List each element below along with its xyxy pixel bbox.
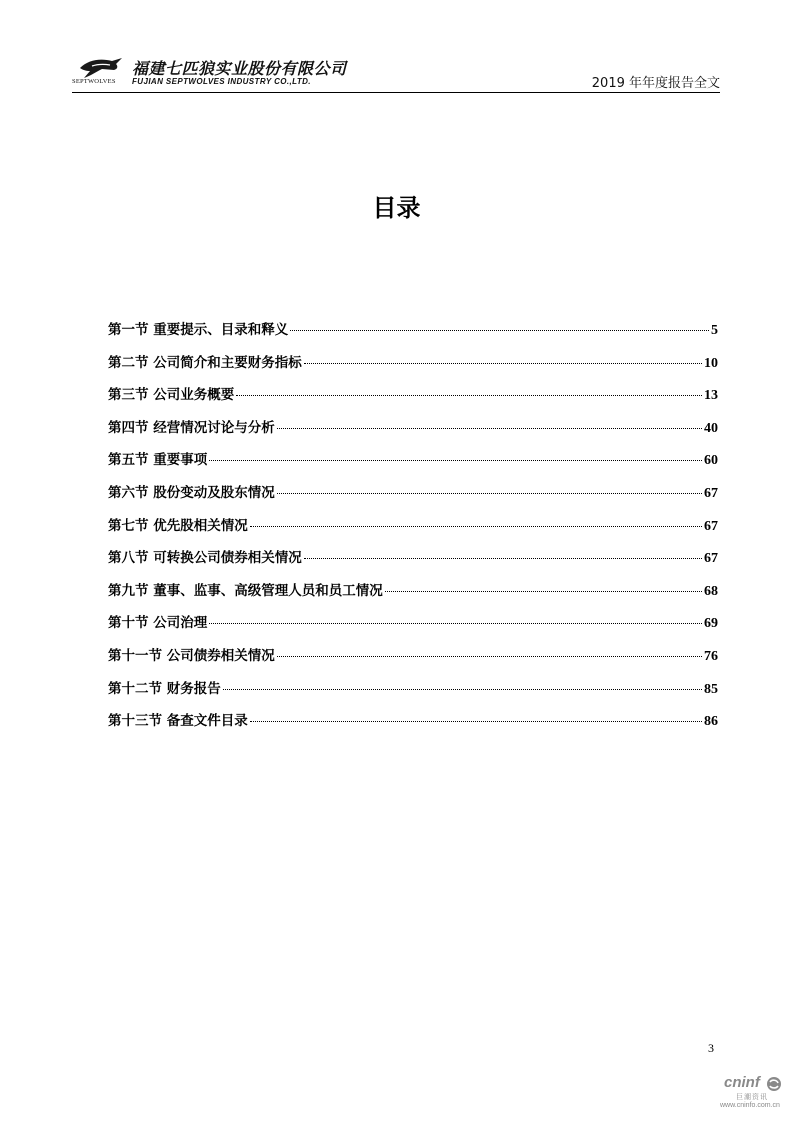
toc-entry[interactable] xyxy=(108,546,718,579)
toc-entry-page: 67 xyxy=(704,551,718,567)
toc-entry[interactable] xyxy=(108,318,718,351)
toc-dot-leader xyxy=(385,591,702,592)
toc-dot-leader xyxy=(277,493,702,494)
toc-entry-page: 5 xyxy=(711,323,718,338)
watermark-cn: 巨潮资讯 xyxy=(736,1093,768,1101)
toc-dot-leader xyxy=(250,526,702,527)
toc-entry[interactable] xyxy=(108,514,718,547)
toc-title: 目录 xyxy=(372,194,421,222)
toc-entry-label: 第一节 重要提示、目录和释义 xyxy=(108,322,289,338)
toc-entry-label: 第三节 公司业务概要 xyxy=(108,387,235,404)
watermark-url: www.cninfo.com.cn xyxy=(720,1102,780,1109)
toc-entry-label: 第八节 可转换公司债券相关情况 xyxy=(108,550,302,567)
toc-entry-label: 第六节 股份变动及股东情况 xyxy=(108,484,275,501)
toc-dot-leader xyxy=(250,721,702,722)
toc-entry-label: 第七节 优先股相关情况 xyxy=(108,517,248,534)
toc-entry-label: 第十三节 备查文件目录 xyxy=(108,713,248,730)
cninfo-watermark xyxy=(718,1074,788,1114)
toc-entry-label: 第四节 经营情况讨论与分析 xyxy=(108,419,275,436)
toc-dot-leader xyxy=(209,460,702,461)
cninfo-logo-icon xyxy=(766,1076,782,1092)
toc-entry-page: 10 xyxy=(704,355,718,371)
toc-entry-page: 40 xyxy=(704,420,718,436)
logo-wordmark: SEPTWOLVES xyxy=(72,78,116,85)
toc-entry[interactable] xyxy=(108,709,718,742)
toc-entry-page: 68 xyxy=(704,583,718,599)
toc-dot-leader xyxy=(277,428,702,429)
toc-entry-label: 第十一节 公司债券相关情况 xyxy=(108,647,275,664)
toc-entry-page: 86 xyxy=(704,714,718,730)
company-name-cn: 福建七匹狼实业股份有限公司 xyxy=(132,59,347,78)
toc-entry[interactable] xyxy=(108,677,718,710)
toc-dot-leader xyxy=(304,363,702,364)
report-title: 2019 年年度报告全文 xyxy=(591,76,720,91)
toc-dot-leader xyxy=(304,558,702,559)
page-header xyxy=(72,52,720,93)
toc-entry[interactable] xyxy=(108,611,718,644)
watermark-brand: cninf xyxy=(724,1074,760,1091)
toc-entry[interactable] xyxy=(108,579,718,612)
toc-entry-page: 67 xyxy=(704,518,718,534)
page-number: 3 xyxy=(708,1041,714,1055)
toc-dot-leader xyxy=(290,330,709,331)
toc-entry-label: 第十节 公司治理 xyxy=(108,615,208,632)
toc-dot-leader xyxy=(209,623,702,624)
toc-entry-label: 第二节 公司简介和主要财务指标 xyxy=(108,354,302,371)
toc-entry-page: 60 xyxy=(704,453,718,469)
toc-dot-leader xyxy=(236,395,702,396)
toc-entry-label: 第十二节 财务报告 xyxy=(108,680,221,697)
toc-dot-leader xyxy=(277,656,702,657)
toc-entry-page: 85 xyxy=(704,681,718,697)
toc-dot-leader xyxy=(223,689,702,690)
toc-entry-page: 69 xyxy=(704,616,718,632)
toc-entry[interactable] xyxy=(108,644,718,677)
toc-entry-page: 67 xyxy=(704,485,718,501)
company-name-en: FUJIAN SEPTWOLVES INDUSTRY CO.,LTD. xyxy=(132,77,311,86)
toc-entry-page: 76 xyxy=(704,648,718,664)
toc-entry[interactable] xyxy=(108,383,718,416)
toc-entry[interactable] xyxy=(108,448,718,481)
toc-entry-page: 13 xyxy=(704,388,718,404)
toc-entry[interactable] xyxy=(108,481,718,514)
toc-entry[interactable] xyxy=(108,416,718,449)
toc-entry-label: 第九节 董事、监事、高级管理人员和员工情况 xyxy=(108,582,383,599)
toc-entry[interactable] xyxy=(108,351,718,384)
toc-entry-label: 第五节 重要事项 xyxy=(108,452,208,469)
table-of-contents xyxy=(108,318,718,742)
